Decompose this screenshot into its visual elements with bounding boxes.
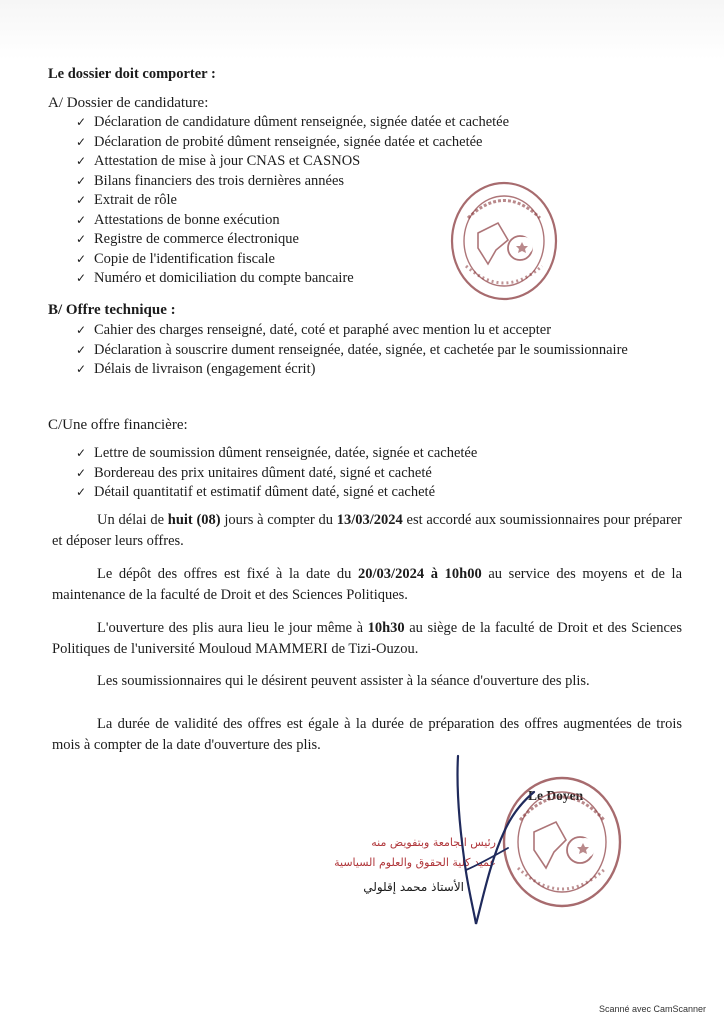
section-c-list bbox=[0, 444, 477, 503]
check-icon: ✓ bbox=[76, 323, 87, 337]
paragraph-opening: L'ouverture des plis aura lieu le jour même à 10h30 au siège de la faculté de Droit et des Sciences Politiques de l'université Mouloud MAMMERI de Tizi-Ouzou. bbox=[52, 620, 683, 657]
check-icon: ✓ bbox=[76, 193, 87, 207]
paragraph-validity: La durée de validité des offres est égale à la durée de préparation des offres augmentées de trois mois à compter de la date d'ouverture des plis. bbox=[52, 716, 682, 753]
list-item: ✓ Attestation de mise à jour CNAS et CASNOS bbox=[0, 152, 509, 172]
list-item: ✓ Extrait de rôle bbox=[0, 191, 509, 211]
section-a-title: A/ Dossier de candidature: bbox=[48, 95, 209, 111]
dean-title: Le Doyen bbox=[528, 788, 584, 803]
check-icon: ✓ bbox=[76, 212, 87, 227]
paragraph-deposit: Le dépôt des offres est fixé à la date du 20/03/2024 à 10h00 au service des moyens et de la maintenance de la faculté de Droit et des Sciences Politiques. bbox=[52, 566, 683, 603]
document-heading: Le dossier doit comporter : bbox=[48, 66, 216, 82]
check-icon: ✓ bbox=[76, 465, 87, 480]
list-item: ✓ Cahier des charges renseigné, daté, coté et paraphé avec mention lu et accepter bbox=[0, 321, 654, 341]
list-item: ✓ Déclaration de candidature dûment renseignée, signée datée et cachetée bbox=[0, 113, 509, 133]
list-item: ✓ Bordereau des prix unitaires dûment daté, signé et cacheté bbox=[0, 464, 477, 484]
paragraph-attendance: Les soumissionnaires qui le désirent peuvent assister à la séance d'ouverture des plis. bbox=[97, 673, 590, 689]
list-item: ✓ Déclaration de probité dûment renseignée, signée datée et cachetée bbox=[0, 133, 509, 153]
check-icon: ✓ bbox=[76, 115, 87, 129]
check-icon: ✓ bbox=[76, 154, 87, 168]
list-item: ✓ Numéro et domiciliation du compte bancaire bbox=[0, 269, 509, 289]
list-item: ✓ Déclaration à souscrire dument renseignée, datée, signée, et cachetée par le soumissionnaire bbox=[0, 341, 654, 361]
handwritten-signature bbox=[430, 752, 540, 932]
section-b-title: B/ Offre technique : bbox=[48, 302, 176, 318]
check-icon: ✓ bbox=[76, 232, 87, 246]
list-item: ✓ Détail quantitatif et estimatif dûment daté, signé et cacheté bbox=[0, 483, 477, 503]
check-icon: ✓ bbox=[76, 446, 87, 460]
check-icon: ✓ bbox=[76, 251, 87, 266]
scanner-footer: Scanné avec CamScanner bbox=[598, 1004, 706, 1014]
scan-shading bbox=[0, 0, 724, 60]
check-icon: ✓ bbox=[76, 271, 87, 285]
list-item: ✓ Bilans financiers des trois dernières années bbox=[0, 172, 509, 192]
section-c-title: C/Une offre financière: bbox=[48, 417, 188, 433]
list-item: ✓ Attestations de bonne exécution bbox=[0, 211, 509, 231]
paragraph-deadline: Un délai de huit (08) jours à compter du 13/03/2024 est accordé aux soumissionnaires pour préparer et déposer leurs offres. bbox=[52, 512, 682, 549]
arabic-delegation-line: رئيس الجامعة وبتفويض منه bbox=[371, 836, 496, 849]
section-a-list bbox=[0, 113, 509, 289]
check-icon: ✓ bbox=[76, 173, 87, 188]
arabic-name-line: الأستاذ محمد إقلولي bbox=[363, 880, 464, 894]
check-icon: ✓ bbox=[76, 485, 87, 499]
list-item: ✓ Registre de commerce électronique bbox=[0, 230, 509, 250]
official-stamp bbox=[448, 178, 560, 304]
list-item: ✓ Lettre de soumission dûment renseignée, datée, signée et cachetée bbox=[0, 444, 477, 464]
check-icon: ✓ bbox=[76, 342, 87, 357]
list-item: ✓ Copie de l'identification fiscale bbox=[0, 250, 509, 270]
section-b-list bbox=[0, 321, 654, 380]
arabic-faculty-line: عميد كلية الحقوق والعلوم السياسية bbox=[334, 856, 496, 869]
list-item: ✓ Délais de livraison (engagement écrit) bbox=[0, 360, 654, 380]
check-icon: ✓ bbox=[76, 362, 87, 376]
check-icon: ✓ bbox=[76, 134, 87, 149]
